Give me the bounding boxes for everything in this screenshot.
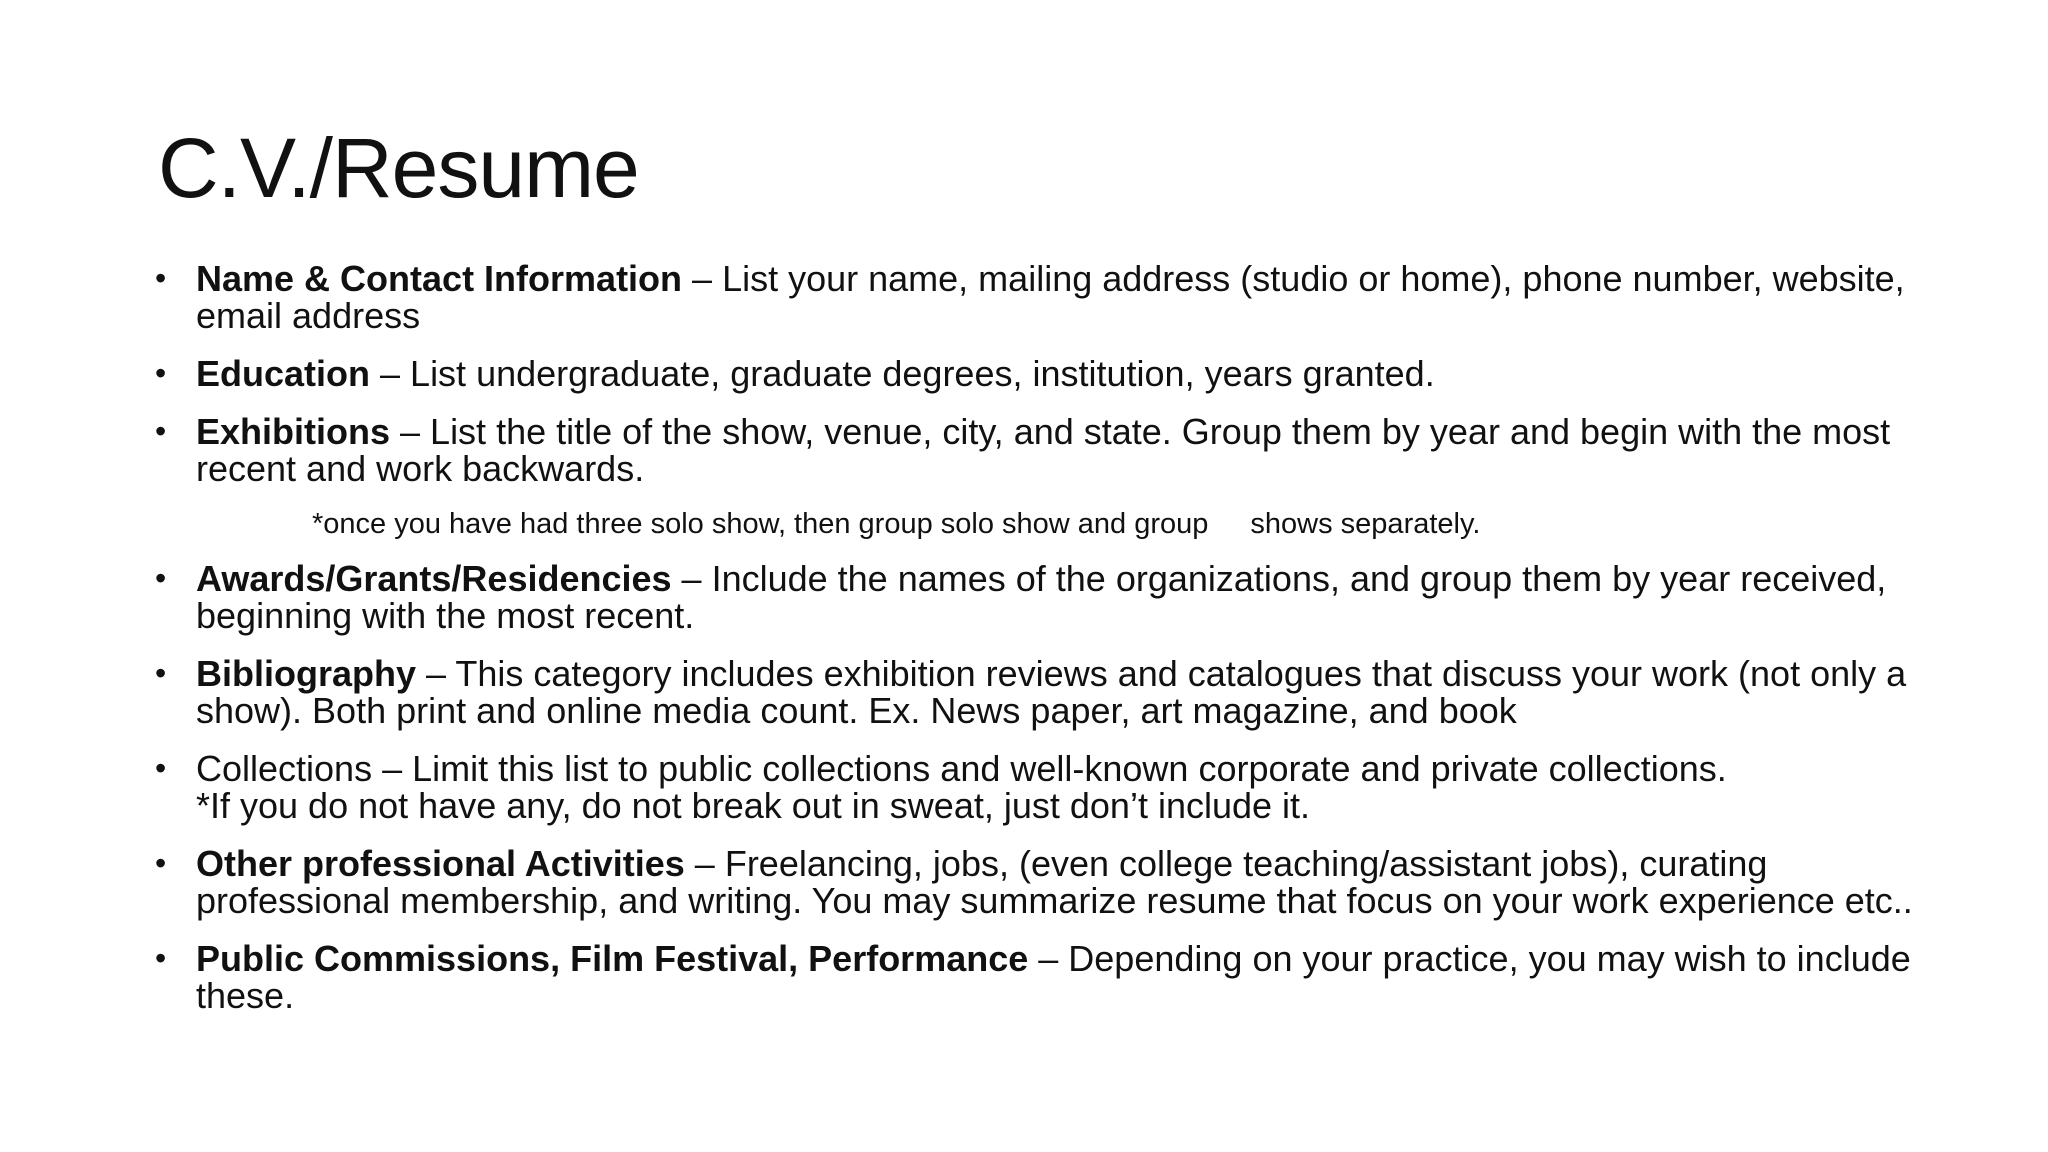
list-item-collections xyxy=(150,750,1930,824)
item-text: – This category includes exhibition reviews and catalogues that discuss your work (not only a show). Both print and online media count. Ex. News paper, art magazine, and book xyxy=(196,653,1907,731)
exhibitions-note xyxy=(150,506,1930,542)
note-text-part1: *once you have had three solo show, then group solo show and group xyxy=(312,508,1209,540)
bullet-icon: • xyxy=(155,560,167,596)
bullet-icon: • xyxy=(155,845,167,881)
bullet-icon: • xyxy=(155,750,167,786)
list-item-bibliography xyxy=(150,655,1930,729)
list-item-name-contact xyxy=(150,260,1930,334)
item-label: Other professional Activities xyxy=(196,843,685,884)
bullet-icon: • xyxy=(155,260,167,296)
item-text: – Depending on your practice, you may wish to include these. xyxy=(196,938,1911,1016)
item-label: Education xyxy=(196,353,371,394)
item-label: Awards/Grants/Residencies xyxy=(196,558,672,599)
item-text: – List the title of the show, venue, city, and state. Group them by year and begin with the most recent and work backwards. xyxy=(196,411,1891,489)
item-text: – List your name, mailing address (studio or home), phone number, website, email address xyxy=(196,258,1905,336)
bullet-icon: • xyxy=(155,413,167,449)
bullet-icon: • xyxy=(155,940,167,976)
list-item-public-commissions xyxy=(150,940,1930,1014)
list-item-education xyxy=(150,355,1930,392)
item-label: Public Commissions, Film Festival, Performance xyxy=(196,938,1029,979)
item-text: – List undergraduate, graduate degrees, institution, years granted. xyxy=(370,353,1435,394)
item-text: – Freelancing, jobs, (even college teaching/assistant jobs), curating professional membership, and writing. You may summarize resume that focus on your work experience etc.. xyxy=(196,843,1913,921)
bullet-icon: • xyxy=(155,655,167,691)
item-label: Exhibitions xyxy=(196,411,391,452)
bullet-list xyxy=(150,260,1930,1035)
note-text-part2: shows separately. xyxy=(1250,508,1481,540)
item-label: Bibliography xyxy=(196,653,417,694)
bullet-icon: • xyxy=(155,355,167,391)
list-item-exhibitions xyxy=(150,413,1930,487)
slide-title: C.V./Resume xyxy=(158,121,639,215)
item-text-line1: Collections – Limit this list to public collections and well-known corporate and private collections. xyxy=(196,748,1727,789)
item-text-line2: *If you do not have any, do not break out in sweat, just don’t include it. xyxy=(196,785,1311,826)
list-item-awards xyxy=(150,560,1930,634)
item-text: – Include the names of the organizations, and group them by year received, beginning with the most recent. xyxy=(196,558,1887,636)
list-item-other-activities xyxy=(150,845,1930,919)
item-label: Name & Contact Information xyxy=(196,258,683,299)
